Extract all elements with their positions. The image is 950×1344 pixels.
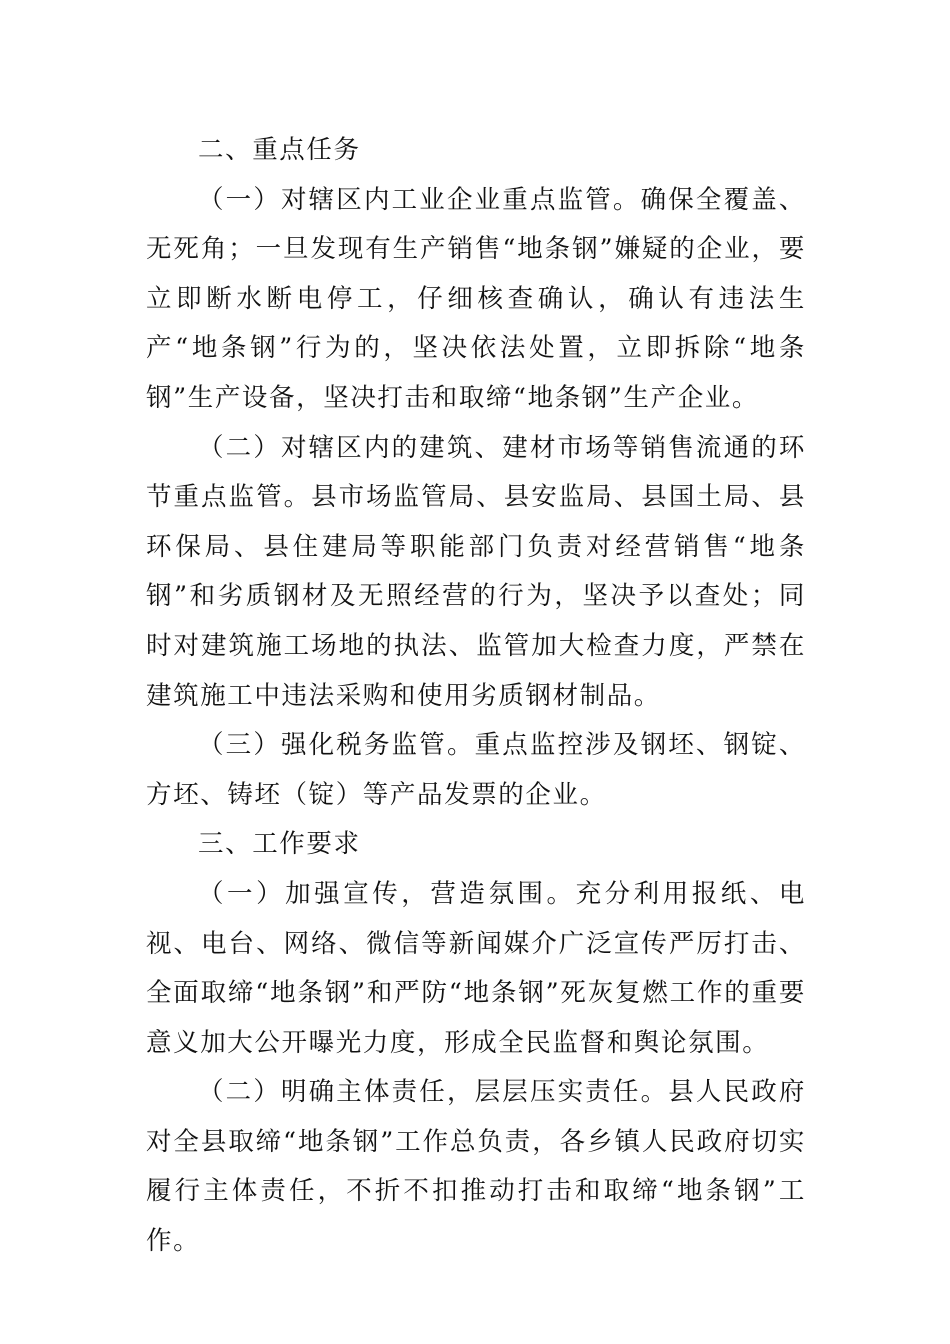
section-heading-work-requirements: 三、工作要求 [198,829,361,860]
paragraph-market-supervision: （二）对辖区内的建筑、建材市场等销售流通的环节重点监管。县市场监管局、县安监局、县国土局、县环保局、县住建局等职能部门负责对经营销售“地条钢”和劣质钢材及无照经营的行为，坚决予以查处；同时对建筑施工场地的执法、监管加大检查力度，严禁在建筑施工中违法采购和使用劣质钢材制品。 [146,432,806,711]
paragraph-industrial-supervision: （一）对辖区内工业企业重点监管。确保全覆盖、无死角；一旦发现有生产销售“地条钢”嫌疑的企业，要立即断水断电停工，仔细核查确认，确认有违法生产“地条钢”行为的，坚决依法处置，立即拆除“地条钢”生产设备，坚决打击和取缔“地条钢”生产企业。 [146,184,806,413]
section-heading-key-tasks: 二、重点任务 [198,135,361,165]
paragraph-responsibility: （二）明确主体责任，层层压实责任。县人民政府对全县取缔“地条钢”工作总负责，各乡镇人民政府切实履行主体责任，不折不扣推动打击和取缔“地条钢”工作。 [146,1077,806,1257]
paragraph-tax-supervision: （三）强化税务监管。重点监控涉及钢坯、钢锭、方坯、铸坯（锭）等产品发票的企业。 [146,730,806,810]
paragraph-publicity: （一）加强宣传，营造氛围。充分利用报纸、电视、电台、网络、微信等新闻媒介广泛宣传严厉打击、全面取缔“地条钢”和严防“地条钢”死灰复燃工作的重要意义加大公开曝光力度，形成全民监督和舆论氛围。 [146,878,806,1058]
document-body [146,126,806,1267]
